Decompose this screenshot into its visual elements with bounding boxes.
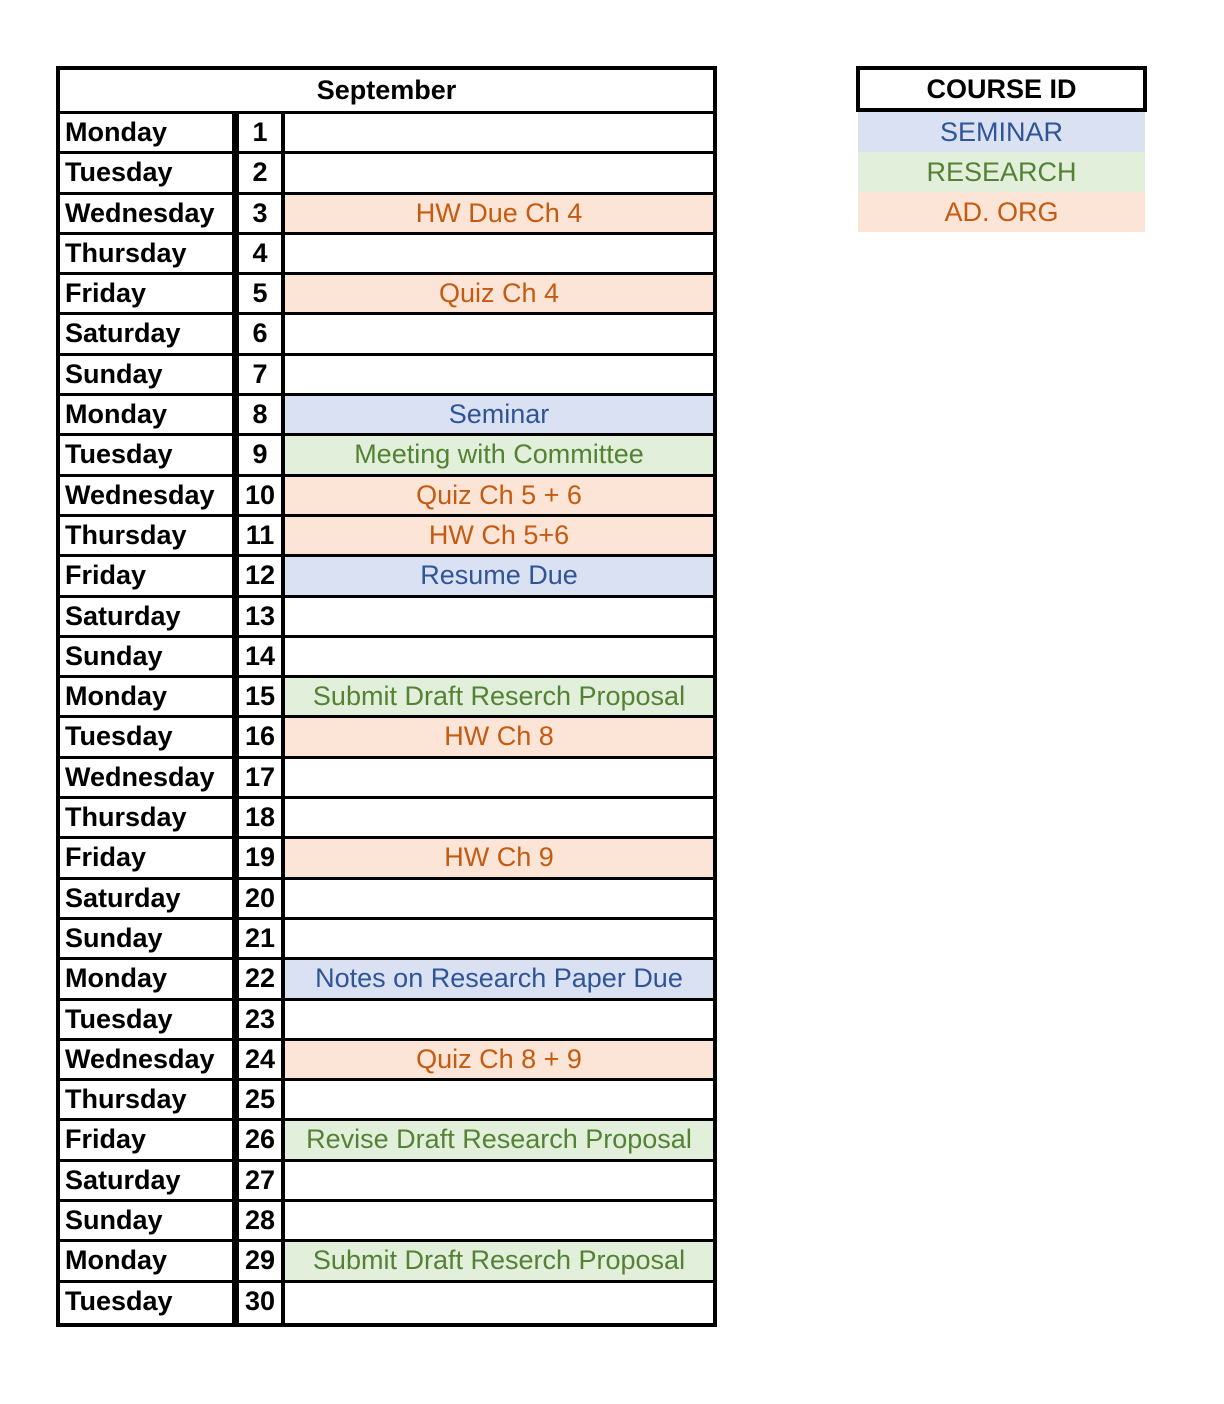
day-number: 26 xyxy=(236,1121,285,1158)
day-number: 6 xyxy=(236,315,285,352)
day-number: 30 xyxy=(236,1283,285,1323)
event-cell[interactable]: Seminar xyxy=(285,396,713,433)
calendar-row xyxy=(60,356,713,396)
event-cell[interactable] xyxy=(285,1283,713,1323)
day-name: Friday xyxy=(60,1121,236,1158)
day-number: 25 xyxy=(236,1081,285,1118)
day-name: Monday xyxy=(60,678,236,715)
event-cell[interactable] xyxy=(285,880,713,917)
calendar-row xyxy=(60,436,713,476)
calendar-row xyxy=(60,154,713,194)
calendar-row xyxy=(60,880,713,920)
day-number: 7 xyxy=(236,356,285,393)
legend-title: COURSE ID xyxy=(856,66,1147,112)
day-name: Thursday xyxy=(60,517,236,554)
day-number: 10 xyxy=(236,477,285,514)
calendar-row xyxy=(60,396,713,436)
day-name: Thursday xyxy=(60,799,236,836)
day-number: 20 xyxy=(236,880,285,917)
day-number: 8 xyxy=(236,396,285,433)
event-cell[interactable] xyxy=(285,154,713,191)
calendar-row xyxy=(60,195,713,235)
legend-item-seminar: SEMINAR xyxy=(858,112,1145,152)
calendar-row xyxy=(60,598,713,638)
day-number: 17 xyxy=(236,759,285,796)
day-number: 3 xyxy=(236,195,285,232)
day-name: Tuesday xyxy=(60,718,236,755)
calendar-row xyxy=(60,1242,713,1282)
calendar-row xyxy=(60,920,713,960)
calendar-row xyxy=(60,839,713,879)
day-name: Monday xyxy=(60,396,236,433)
calendar-row xyxy=(60,759,713,799)
event-cell[interactable]: HW Ch 8 xyxy=(285,718,713,755)
day-number: 21 xyxy=(236,920,285,957)
event-cell[interactable]: HW Due Ch 4 xyxy=(285,195,713,232)
calendar-row xyxy=(60,1121,713,1161)
event-cell[interactable]: Quiz Ch 5 + 6 xyxy=(285,477,713,514)
calendar-row xyxy=(60,960,713,1000)
event-cell[interactable] xyxy=(285,759,713,796)
day-name: Tuesday xyxy=(60,1283,236,1323)
calendar-row xyxy=(60,114,713,154)
day-number: 13 xyxy=(236,598,285,635)
day-name: Saturday xyxy=(60,880,236,917)
calendar-row xyxy=(60,678,713,718)
day-name: Saturday xyxy=(60,315,236,352)
day-number: 15 xyxy=(236,678,285,715)
event-cell[interactable] xyxy=(285,315,713,352)
calendar-row xyxy=(60,1041,713,1081)
day-number: 1 xyxy=(236,114,285,151)
month-header: September xyxy=(60,70,713,114)
event-cell[interactable]: Quiz Ch 8 + 9 xyxy=(285,1041,713,1078)
event-cell[interactable]: Notes on Research Paper Due xyxy=(285,960,713,997)
calendar-row xyxy=(60,718,713,758)
legend-item-adorg: AD. ORG xyxy=(858,192,1145,232)
day-name: Saturday xyxy=(60,1162,236,1199)
day-name: Thursday xyxy=(60,235,236,272)
day-name: Saturday xyxy=(60,598,236,635)
day-name: Sunday xyxy=(60,638,236,675)
event-cell[interactable]: Quiz Ch 4 xyxy=(285,275,713,312)
calendar-row xyxy=(60,1001,713,1041)
day-name: Sunday xyxy=(60,1202,236,1239)
event-cell[interactable] xyxy=(285,1202,713,1239)
day-name: Sunday xyxy=(60,920,236,957)
day-name: Tuesday xyxy=(60,154,236,191)
calendar-row xyxy=(60,477,713,517)
event-cell[interactable] xyxy=(285,799,713,836)
day-name: Tuesday xyxy=(60,436,236,473)
day-name: Friday xyxy=(60,839,236,876)
event-cell[interactable] xyxy=(285,638,713,675)
day-number: 29 xyxy=(236,1242,285,1279)
day-name: Wednesday xyxy=(60,1041,236,1078)
event-cell[interactable]: Meeting with Committee xyxy=(285,436,713,473)
day-name: Sunday xyxy=(60,356,236,393)
day-name: Wednesday xyxy=(60,477,236,514)
event-cell[interactable] xyxy=(285,1081,713,1118)
day-number: 5 xyxy=(236,275,285,312)
event-cell[interactable] xyxy=(285,235,713,272)
day-number: 18 xyxy=(236,799,285,836)
event-cell[interactable]: HW Ch 9 xyxy=(285,839,713,876)
event-cell[interactable]: Submit Draft Reserch Proposal xyxy=(285,1242,713,1279)
day-number: 24 xyxy=(236,1041,285,1078)
day-number: 11 xyxy=(236,517,285,554)
calendar-row xyxy=(60,1162,713,1202)
day-number: 22 xyxy=(236,960,285,997)
calendar-row xyxy=(60,1081,713,1121)
day-name: Monday xyxy=(60,1242,236,1279)
legend-items xyxy=(856,112,1147,232)
event-cell[interactable] xyxy=(285,356,713,393)
day-name: Friday xyxy=(60,275,236,312)
day-number: 12 xyxy=(236,557,285,594)
legend-item-research: RESEARCH xyxy=(858,152,1145,192)
day-name: Wednesday xyxy=(60,759,236,796)
day-number: 2 xyxy=(236,154,285,191)
day-name: Wednesday xyxy=(60,195,236,232)
day-number: 14 xyxy=(236,638,285,675)
day-number: 23 xyxy=(236,1001,285,1038)
event-cell[interactable]: Revise Draft Research Proposal xyxy=(285,1121,713,1158)
event-cell[interactable]: HW Ch 5+6 xyxy=(285,517,713,554)
calendar-row xyxy=(60,275,713,315)
day-number: 19 xyxy=(236,839,285,876)
calendar-rows xyxy=(60,114,713,1323)
calendar-row xyxy=(60,638,713,678)
calendar-row xyxy=(60,517,713,557)
calendar-row xyxy=(60,235,713,275)
event-cell[interactable] xyxy=(285,1001,713,1038)
day-name: Monday xyxy=(60,114,236,151)
calendar-row xyxy=(60,315,713,355)
calendar-row xyxy=(60,799,713,839)
event-cell[interactable] xyxy=(285,920,713,957)
event-cell[interactable]: Submit Draft Reserch Proposal xyxy=(285,678,713,715)
day-number: 28 xyxy=(236,1202,285,1239)
calendar-row xyxy=(60,1283,713,1323)
event-cell[interactable] xyxy=(285,114,713,151)
day-number: 9 xyxy=(236,436,285,473)
day-number: 27 xyxy=(236,1162,285,1199)
day-name: Tuesday xyxy=(60,1001,236,1038)
september-calendar xyxy=(56,66,717,1327)
day-number: 4 xyxy=(236,235,285,272)
event-cell[interactable] xyxy=(285,1162,713,1199)
calendar-row xyxy=(60,557,713,597)
event-cell[interactable]: Resume Due xyxy=(285,557,713,594)
day-name: Friday xyxy=(60,557,236,594)
day-name: Monday xyxy=(60,960,236,997)
course-legend xyxy=(856,66,1147,232)
day-name: Thursday xyxy=(60,1081,236,1118)
day-number: 16 xyxy=(236,718,285,755)
calendar-row xyxy=(60,1202,713,1242)
event-cell[interactable] xyxy=(285,598,713,635)
